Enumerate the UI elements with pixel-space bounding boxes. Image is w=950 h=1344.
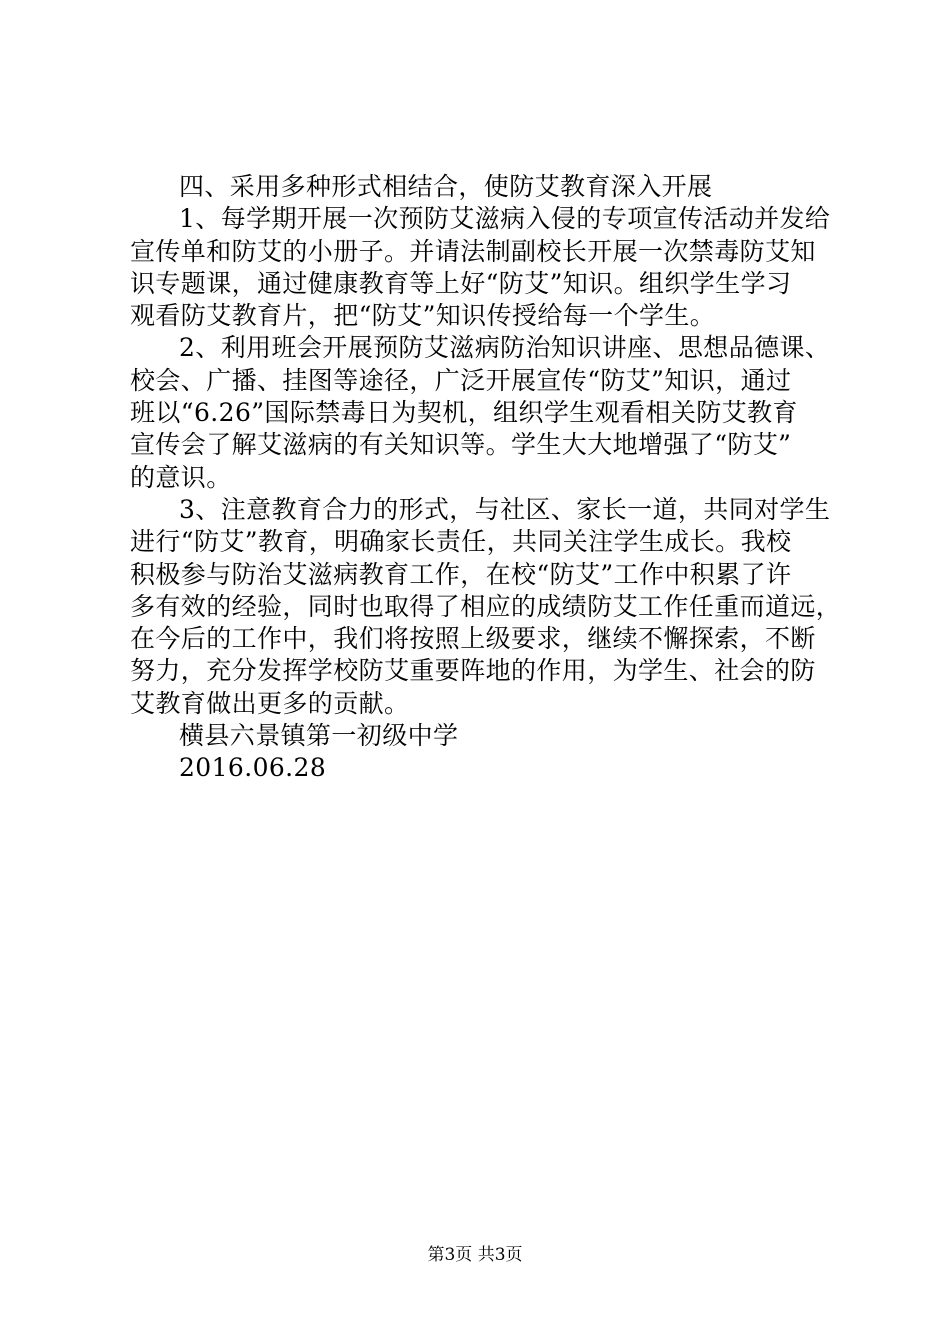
paragraph-line: 观看防艾教育片，把“防艾”知识传授给每一个学生。 [130, 301, 716, 331]
paragraph-line: 艾教育做出更多的贡献。 [130, 688, 410, 718]
paragraph-line: 努力，充分发挥学校防艾重要阵地的作用，为学生、社会的防 [130, 656, 816, 686]
section-heading: 四、采用多种形式相结合，使防艾教育深入开展 [179, 172, 713, 201]
paragraph-line: 识专题课，通过健康教育等上好“防艾”知识。组织学生学习 [130, 268, 792, 298]
paragraph-line: 宣传会了解艾滋病的有关知识等。学生大大地增强了“防艾” [130, 430, 792, 460]
paragraph-line: 宣传单和防艾的小册子。并请法制副校长开展一次禁毒防艾知 [130, 236, 816, 266]
paragraph-line: 积极参与防治艾滋病教育工作，在校“防艾”工作中积累了许 [130, 559, 792, 589]
document-body [130, 171, 842, 785]
paragraph-line: 3、注意教育合力的形式，与社区、家长一道，共同对学生 [179, 494, 831, 524]
paragraph-line: 在今后的工作中，我们将按照上级要求，继续不懈探索，不断 [130, 624, 816, 654]
page-footer: 第3页 共3页 [427, 1245, 523, 1265]
paragraph-line: 班以“6.26”国际禁毒日为契机，组织学生观看相关防艾教育 [130, 398, 798, 428]
paragraph-line: 多有效的经验，同时也取得了相应的成绩防艾工作任重而道远， [130, 591, 842, 621]
paragraph-line: 2、利用班会开展预防艾滋病防治知识讲座、思想品德课、 [179, 333, 831, 363]
paragraph-line: 校会、广播、挂图等途径，广泛开展宣传“防艾”知识，通过 [130, 365, 792, 395]
paragraph-line: 1、每学期开展一次预防艾滋病入侵的专项宣传活动并发给 [179, 204, 831, 234]
signature-date: 2016.06.28 [179, 753, 327, 783]
paragraph-line: 进行“防艾”教育，明确家长责任，共同关注学生成长。我校 [130, 527, 792, 557]
signature-school: 横县六景镇第一初级中学 [179, 721, 459, 751]
paragraph-line: 的意识。 [130, 462, 232, 492]
